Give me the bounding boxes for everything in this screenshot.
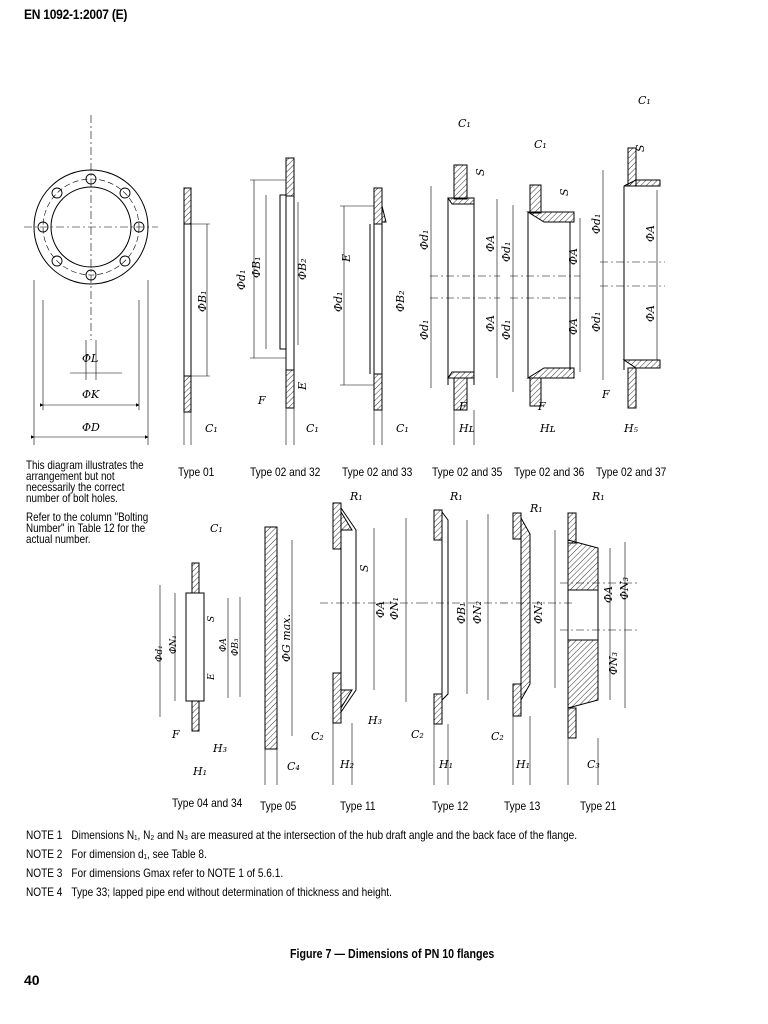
dim-d1-type0232: Φd₁: [235, 269, 248, 290]
note-4: [26, 885, 392, 899]
dim-c1-type01: C₁: [205, 422, 218, 435]
label-type-11: Type 11: [340, 799, 376, 813]
page-number: 40: [24, 972, 40, 988]
dim-d1-bottom-type0237: Φd₁: [590, 311, 603, 332]
dim-n1-type0434: ΦN₁: [169, 635, 179, 654]
dim-a-bottom-type0235: ΦA: [484, 315, 497, 332]
dim-e-type0232: E: [296, 381, 309, 390]
dim-n2-type13: ΦN₂: [532, 600, 545, 624]
dim-n2-type12: ΦN₂: [471, 600, 484, 624]
label-type-21: Type 21: [580, 799, 617, 813]
dim-d1-bottom-type0236: Φd₁: [500, 319, 513, 340]
dim-a-type0434: ΦA: [219, 638, 229, 652]
type-02-33-section: [340, 188, 386, 445]
note-1-text: Dimensions N₁, N₂ and N₃ are measured at the intersection of the hub draft angle and the back face of the flange.: [71, 828, 578, 842]
note-4-text: Type 33; lapped pipe end without determination of thickness and height.: [71, 885, 392, 899]
dim-a-type11: ΦA: [374, 601, 387, 618]
dim-c1-type0237: C₁: [638, 94, 651, 107]
dim-r1-type12: R₁: [450, 490, 463, 503]
label-type-13: Type 13: [504, 799, 541, 813]
dim-s-type11: S: [358, 564, 371, 572]
document-header: EN 1092-1:2007 (E): [24, 6, 128, 22]
dim-c4-type05: C₄: [287, 760, 300, 773]
dim-s-type0236: S: [558, 188, 571, 196]
dim-f-type0235: F: [459, 400, 467, 413]
dim-d1-top-type0235: Φd₁: [418, 229, 431, 250]
dim-hl-type0235: Hʟ: [459, 422, 475, 435]
dim-c1-type0232: C₁: [306, 422, 319, 435]
type-02-37-section: [600, 148, 665, 408]
label-type-12: Type 12: [432, 799, 469, 813]
dim-c1-type0236: C₁: [534, 138, 547, 151]
dim-r1-type21: R₁: [592, 490, 605, 503]
dim-c2-type13: C₂: [491, 730, 504, 743]
dim-n3-bottom-type21: ΦN₃: [607, 651, 620, 675]
dim-h2-type11: H₂: [340, 758, 355, 771]
dim-b1-type01: ΦB₁: [196, 290, 209, 312]
dim-d1-bottom-type0235: Φd₁: [418, 319, 431, 340]
dim-d1-top-type0236: Φd₁: [500, 241, 513, 262]
dim-a-top-type0235: ΦA: [484, 235, 497, 252]
label-type-02-36: Type 02 and 36: [514, 465, 585, 479]
label-type-05: Type 05: [260, 799, 297, 813]
label-type-04-34: Type 04 and 34: [172, 796, 243, 810]
dim-phi-d: ΦD: [82, 421, 100, 434]
dim-phi-l: ΦL: [82, 352, 99, 365]
dim-g-type05: ΦG max.: [280, 614, 293, 662]
label-type-01: Type 01: [178, 465, 215, 479]
type-12-section: [420, 510, 500, 785]
dim-b2-type0233: ΦB₂: [394, 290, 407, 312]
dim-r1-type13: R₁: [530, 502, 543, 515]
dim-d1-top-type0237: Φd₁: [590, 213, 603, 234]
dim-d1-type0233: Φd₁: [332, 291, 345, 312]
dim-h1-type12: H₁: [439, 758, 454, 771]
dim-b2-type0232: ΦB₂: [296, 258, 309, 280]
label-type-02-32: Type 02 and 32: [250, 465, 321, 479]
type-11-section: [320, 503, 420, 785]
dim-hl-type0236: Hʟ: [540, 422, 556, 435]
type-02-36-section: [510, 185, 580, 406]
dim-b1-type0232: ΦB₁: [250, 256, 263, 278]
dim-phi-k: ΦK: [82, 388, 100, 401]
dim-b3-type0434: ΦB₃: [231, 638, 241, 656]
type-01-section: [184, 188, 210, 445]
dim-c1-type0235: C₁: [458, 117, 471, 130]
dim-a-type21: ΦA: [602, 586, 615, 603]
dim-s-type0237: S: [634, 144, 647, 152]
note-4-label: NOTE 4: [26, 885, 63, 899]
dim-n3-top-type21: ΦN₃: [618, 576, 631, 600]
dim-f-type0434: F: [172, 728, 180, 741]
label-type-02-35: Type 02 and 35: [432, 465, 503, 479]
dim-h1-type13: H₁: [516, 758, 531, 771]
note-2-label: NOTE 2: [26, 847, 63, 861]
dim-d1-type0434: Φd₁: [155, 645, 165, 662]
note-3-text: For dimensions Gmax refer to NOTE 1 of 5.6.1.: [71, 866, 284, 880]
dim-s-type0235: S: [474, 168, 487, 176]
label-type-02-37: Type 02 and 37: [596, 465, 667, 479]
label-type-02-33: Type 02 and 33: [342, 465, 413, 479]
note-2: [26, 847, 207, 861]
dim-e-type0233: E: [340, 253, 353, 262]
dim-c1-type0233: C₁: [396, 422, 409, 435]
figure-title: Figure 7 — Dimensions of PN 10 flanges: [290, 946, 495, 961]
dim-c2-type12: C₂: [411, 728, 424, 741]
dim-a-top-type0236: ΦA: [567, 248, 580, 265]
note-1-label: NOTE 1: [26, 828, 63, 842]
note-2-text: For dimension d₁, see Table 8.: [71, 847, 207, 861]
type-21-section: [560, 513, 640, 785]
dim-f-type0237: F: [602, 388, 610, 401]
dim-h5-type0237: H₅: [624, 422, 639, 435]
dim-a-top-type0237: ΦA: [644, 225, 657, 242]
dim-r1-type11: R₁: [350, 490, 363, 503]
note-3: [26, 866, 283, 880]
caption-bolt-holes: This diagram illustrates the arrangement but not necessarily the correct number of bolt holes.: [26, 458, 144, 505]
dim-e-type0434: E: [207, 673, 217, 680]
dim-s-type0434: S: [207, 615, 217, 622]
caption-bolting-number: Refer to the column "Bolting Number" in Table 12 for the actual number.: [26, 510, 149, 546]
dim-f-type0236: F: [538, 400, 546, 413]
dim-a-bottom-type0236: ΦA: [567, 318, 580, 335]
dim-b1-type12: ΦB₁: [455, 602, 468, 624]
dim-h1-type0434: H₁: [193, 765, 208, 778]
figure-caption-left: [26, 460, 149, 553]
note-3-label: NOTE 3: [26, 866, 63, 880]
note-1: [26, 828, 577, 842]
dim-c2-type11: C₂: [311, 730, 324, 743]
dim-f-type0232: F: [258, 394, 266, 407]
dim-h3-type0434: H₃: [213, 742, 228, 755]
dim-h3-type11: H₃: [368, 714, 383, 727]
dim-a-bottom-type0237: ΦA: [644, 305, 657, 322]
dim-c1-type0434: C₁: [210, 522, 223, 535]
dim-n1-type11: ΦN₁: [388, 596, 401, 620]
dim-c3-type21: C₃: [587, 758, 600, 771]
type-13-section: [500, 513, 575, 785]
